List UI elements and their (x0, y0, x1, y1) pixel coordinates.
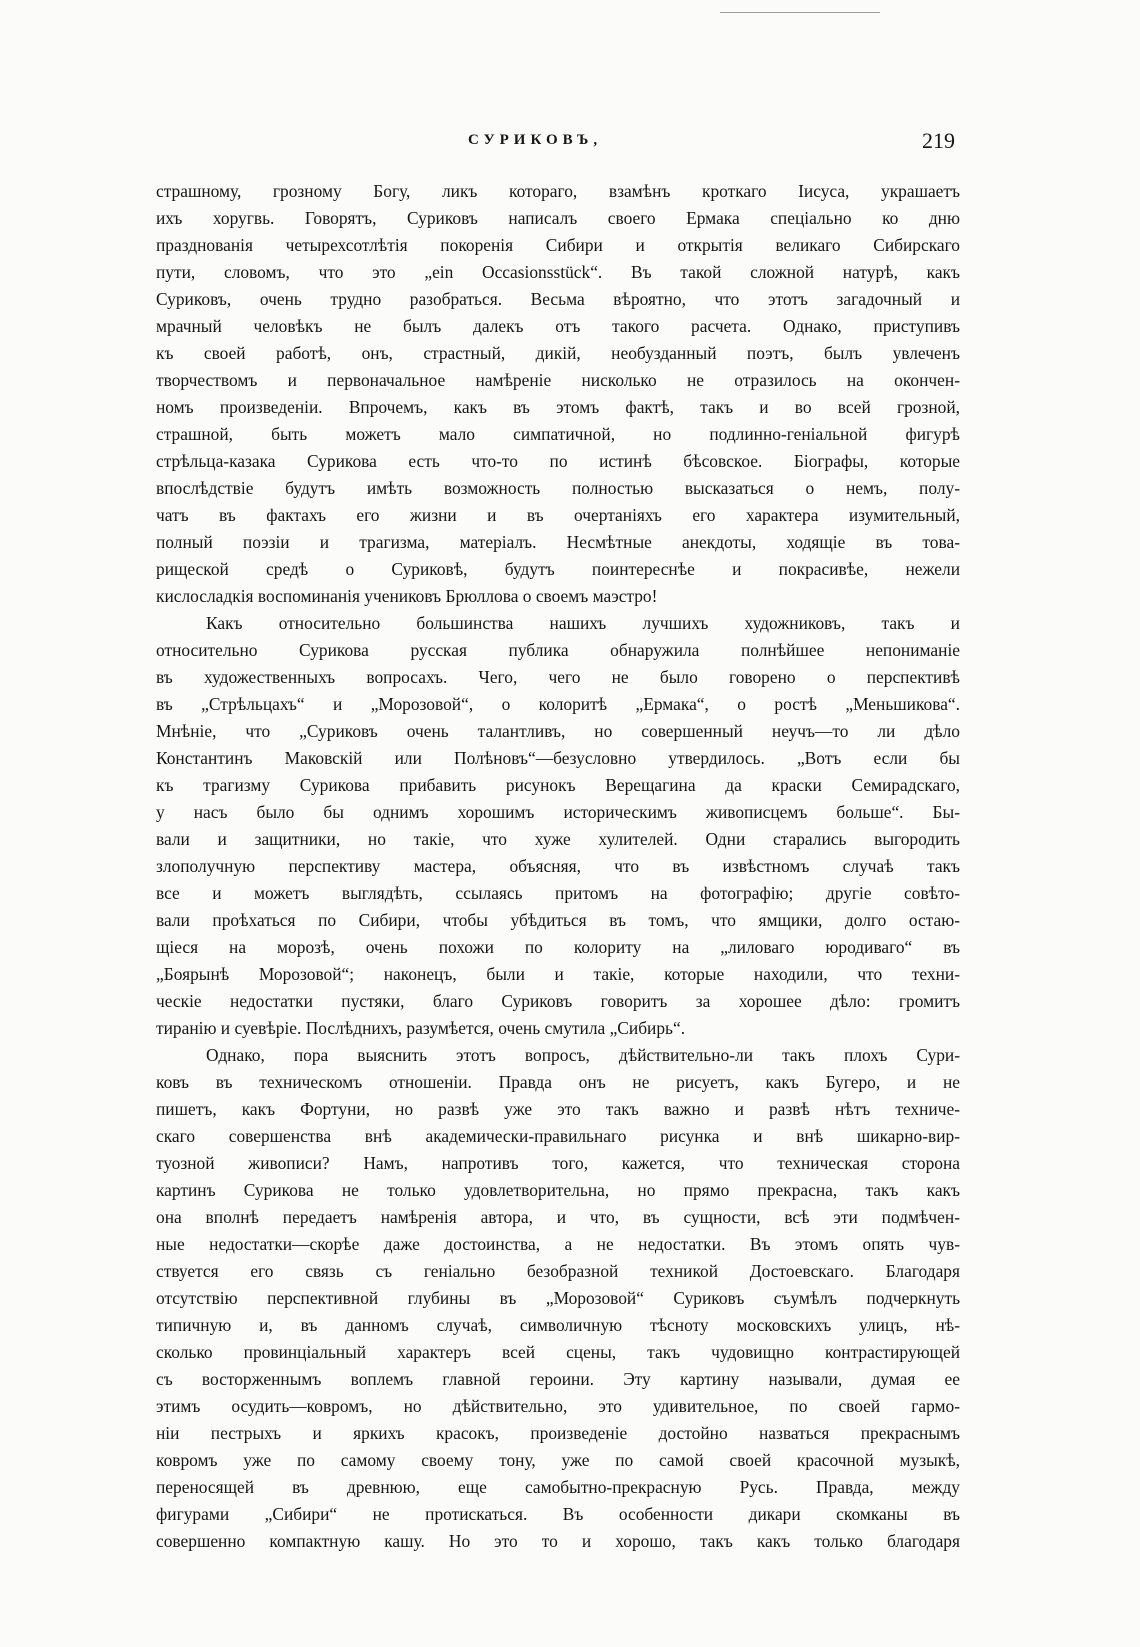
running-title: СУРИКОВЪ, (468, 132, 603, 148)
text-line: тиранію и суевѣріе. Послѣднихъ, разумѣется, очень смутила „Сибирь“. (156, 1018, 686, 1038)
text-line: ихъ хоругвь. Говорятъ, Суриковъ написалъ своего Ермака спеціально ко дню (156, 208, 960, 228)
paragraph (156, 610, 960, 1042)
text-line: ные недостатки—скорѣе даже достоинства, а не недостатки. Въ этомъ опять чув- (156, 1234, 960, 1254)
paragraph (156, 178, 960, 610)
top-rule-line (720, 12, 880, 13)
text-line: этимъ осудить—ковромъ, но дѣйствительно, это удивительное, по своей гармо- (156, 1396, 960, 1416)
text-line: ковъ въ техническомъ отношеніи. Правда онъ не рисуетъ, какъ Бугеро, и не (156, 1072, 960, 1092)
text-line: относительно Сурикова русская публика обнаружила полнѣйшее непониманіе (156, 640, 960, 660)
text-line: щіеся на морозѣ, очень похожи по колориту на „лиловаго юродиваго“ въ (156, 937, 960, 957)
text-line: къ трагизму Сурикова прибавить рисунокъ Верещагина да краски Семирадскаго, (156, 775, 960, 795)
text-line: рищеской средѣ о Суриковѣ, будутъ поинтереснѣе и покрасивѣе, нежели (156, 559, 960, 579)
text-line: Какъ относительно большинства нашихъ лучшихъ художниковъ, такъ и (206, 613, 960, 633)
text-line: ческіе недостатки пустяки, благо Суриковъ говоритъ за хорошее дѣло: громитъ (156, 991, 960, 1011)
text-line: страшному, грозному Богу, ликъ котораго, взамѣнъ кроткаго Іисуса, украшаетъ (156, 181, 960, 201)
text-line: въ „Стрѣльцахъ“ и „Морозовой“, о колоритѣ „Ермака“, о ростѣ „Меньшикова“. (156, 694, 960, 714)
text-line: къ своей работѣ, онъ, страстный, дикій, необузданный поэтъ, былъ увлеченъ (156, 343, 960, 363)
text-line: пишетъ, какъ Фортуни, но развѣ уже это такъ важно и развѣ нѣтъ техниче- (156, 1099, 960, 1119)
text-line: Суриковъ, очень трудно разобраться. Весьма вѣроятно, что этотъ загадочный и (156, 289, 960, 309)
text-line: у насъ было бы однимъ хорошимъ историческимъ живописцемъ больше“. Бы- (156, 802, 960, 822)
page-header (0, 128, 1140, 158)
text-line: ковромъ уже по самому своему тону, уже по самой своей красочной музыкѣ, (156, 1450, 960, 1470)
text-line: мрачный человѣкъ не былъ далекъ отъ такого расчета. Однако, приступивъ (156, 316, 960, 336)
text-line: типичную и, въ данномъ случаѣ, символичную тѣсноту московскихъ улицъ, нѣ- (156, 1315, 960, 1335)
text-line: полный поэзіи и трагизма, матеріалъ. Несмѣтные анекдоты, ходящіе въ това- (156, 532, 960, 552)
text-line: впослѣдствіе будутъ имѣть возможность полностью высказаться о немъ, полу- (156, 478, 960, 498)
paragraph (156, 1042, 960, 1555)
text-line: отсутствію перспективной глубины въ „Морозовой“ Суриковъ съумѣлъ подчеркнуть (156, 1288, 960, 1308)
text-line: стрѣльца-казака Сурикова есть что-то по истинѣ бѣсовское. Біографы, которые (156, 451, 960, 471)
text-line: вали и защитники, но такіе, что хуже хулителей. Одни старались выгородить (156, 829, 960, 849)
text-line: творчествомъ и первоначальное намѣреніе нисколько не отразилось на окончен- (156, 370, 960, 390)
text-line: Константинъ Маковскій или Полѣновъ“—безусловно утвердилось. „Вотъ если бы (156, 748, 960, 768)
text-line: въ художественныхъ вопросахъ. Чего, чего не было говорено о перспективѣ (156, 667, 960, 687)
text-line: переносящей въ древнюю, еще самобытно-прекрасную Русь. Правда, между (156, 1477, 960, 1497)
text-line: фигурами „Сибири“ не протискаться. Въ особенности дикари скомканы въ (156, 1504, 960, 1524)
text-line: съ восторженнымъ воплемъ главной героини. Эту картину называли, думая ее (156, 1369, 960, 1389)
text-line: картинъ Сурикова не только удовлетворительна, но прямо прекрасна, такъ какъ (156, 1180, 960, 1200)
text-line: страшной, быть можетъ мало симпатичной, но подлинно-геніальной фигурѣ (156, 424, 960, 444)
text-line: Однако, пора выяснить этотъ вопросъ, дѣйствительно-ли такъ плохъ Сури- (206, 1045, 960, 1065)
text-line: кислосладкія воспоминанія учениковъ Брюллова о своемъ маэстро! (156, 586, 658, 606)
text-line: Мнѣніе, что „Суриковъ очень талантливъ, но совершенный неучъ—то ли дѣло (156, 721, 960, 741)
text-line: „Боярынѣ Морозовой“; наконецъ, были и такіе, которые находили, что техни- (156, 964, 960, 984)
text-line: ствуется его связь съ геніально безобразной техникой Достоевскаго. Благодаря (156, 1261, 960, 1281)
text-line: все и можетъ выглядѣть, ссылаясь притомъ на фотографію; другіе совѣто- (156, 883, 960, 903)
text-line: вали проѣхаться по Сибири, чтобы убѣдиться въ томъ, что ямщики, долго остаю- (156, 910, 960, 930)
text-line: туозной живописи? Намъ, напротивъ того, кажется, что техническая сторона (156, 1153, 960, 1173)
text-line: скаго совершенства внѣ академически-правильнаго рисунка и внѣ шикарно-вир- (156, 1126, 960, 1146)
text-line: сколько провинціальный характеръ всей сцены, такъ чудовищно контрастирующей (156, 1342, 960, 1362)
text-line: она вполнѣ передаетъ намѣренія автора, и что, въ сущности, всѣ эти подмѣчен- (156, 1207, 960, 1227)
text-line: чатъ въ фактахъ его жизни и въ очертаніяхъ его характера изумительный, (156, 505, 960, 525)
page-number: 219 (922, 128, 955, 153)
text-line: злополучную перспективу мастера, объясняя, что въ извѣстномъ случаѣ такъ (156, 856, 960, 876)
text-line: номъ произведеніи. Впрочемъ, какъ въ этомъ фактѣ, такъ и во всей грозной, (156, 397, 960, 417)
text-line: ніи пестрыхъ и яркихъ красокъ, произведеніе достойно назваться прекраснымъ (156, 1423, 960, 1443)
text-line: празднованія четырехсотлѣтія покоренія Сибири и открытія великаго Сибирскаго (156, 235, 960, 255)
text-line: пути, словомъ, что это „ein Occasionsstück“. Въ такой сложной натурѣ, какъ (156, 262, 960, 282)
text-line: совершенно компактную кашу. Но это то и хорошо, такъ какъ только благодаря (156, 1531, 960, 1551)
body-text (156, 178, 960, 1555)
